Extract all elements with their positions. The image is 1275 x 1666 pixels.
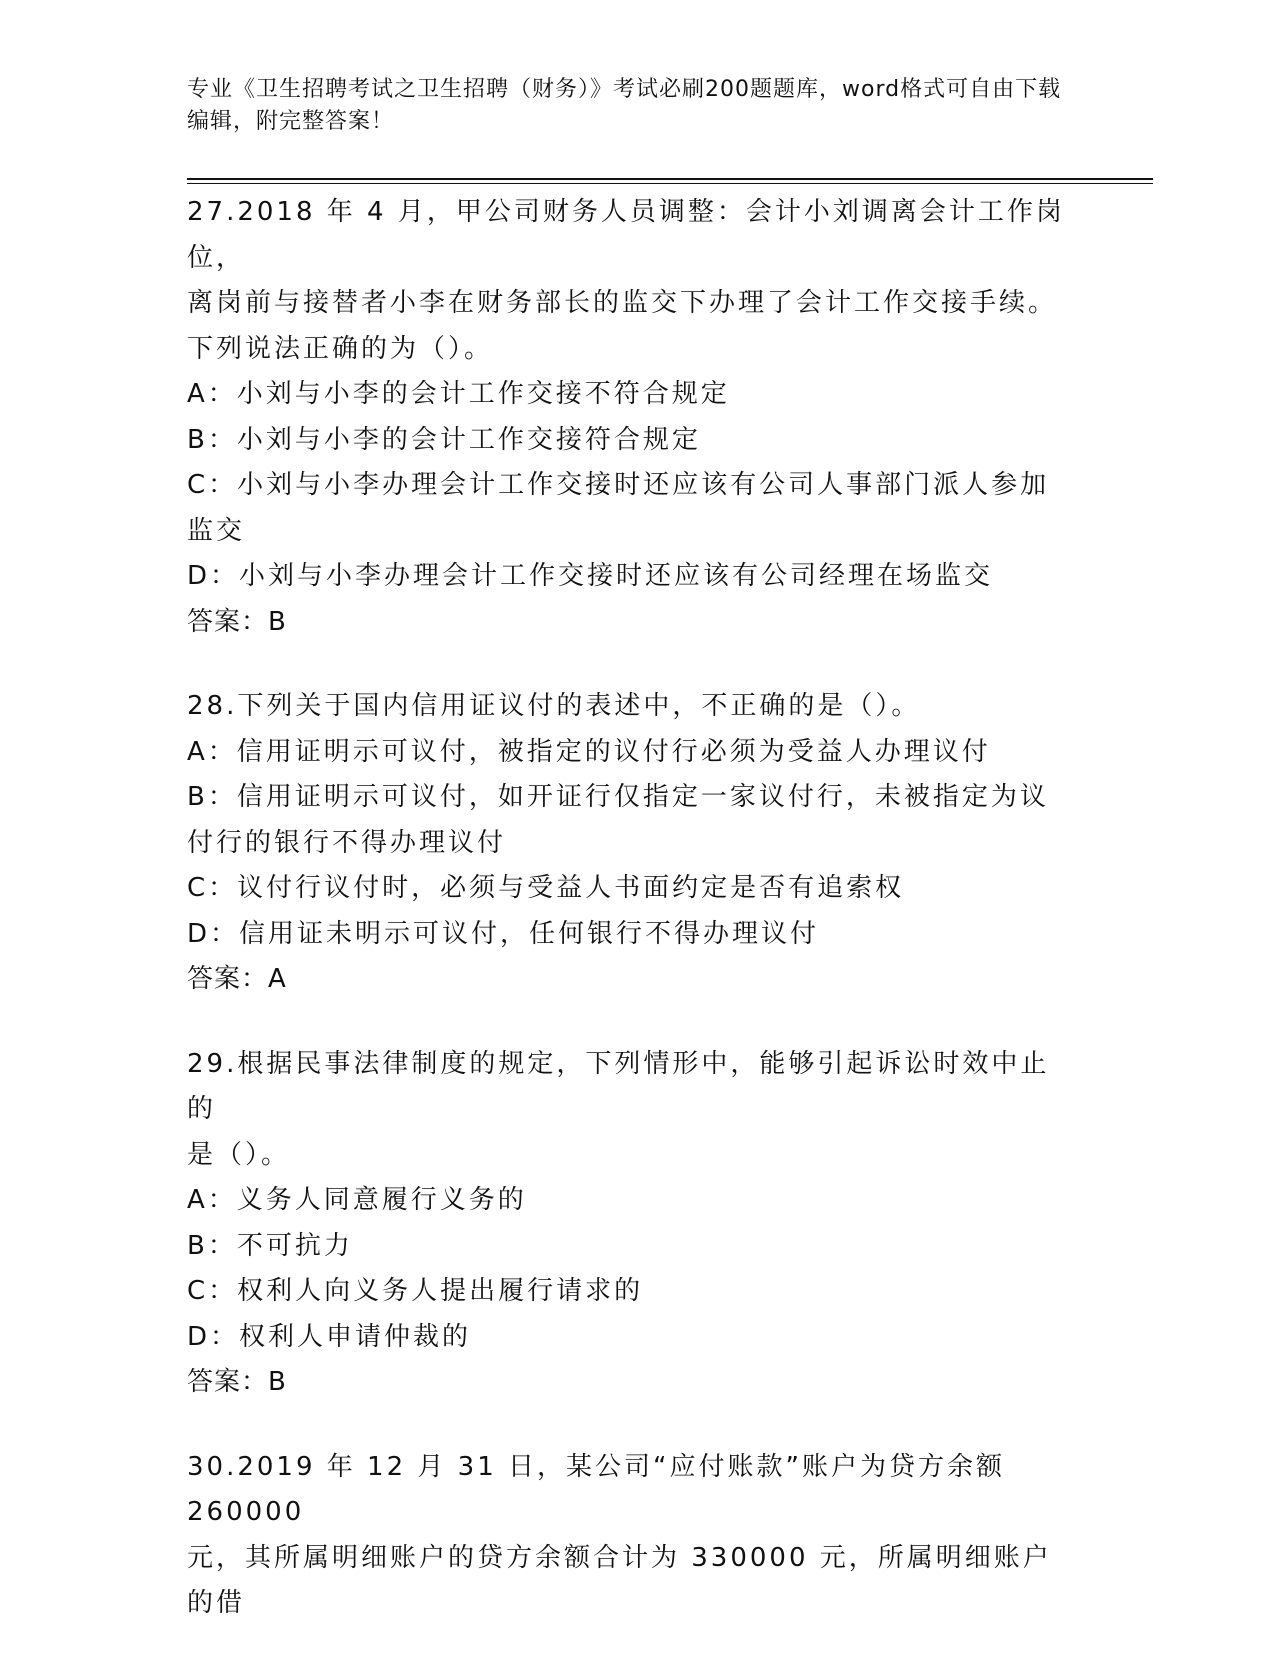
question-28 xyxy=(187,684,1077,1003)
option-a: A：小刘与小李的会计工作交接不符合规定 xyxy=(187,379,730,409)
question-stem-line: 是（）。 xyxy=(187,1139,291,1170)
question-stem-line: 30.2019 年 12 月 31 日，某公司“应付账款”账户为贷方余额 260000 xyxy=(187,1451,1017,1527)
option-d: D：权利人申请仲裁的 xyxy=(187,1321,472,1352)
option-a: A：信用证明示可议付，被指定的议付行必须为受益人办理议付 xyxy=(187,736,991,767)
option-b: B：小刘与小李的会计工作交接符合规定 xyxy=(187,424,701,455)
question-stem-line: 27.2018 年 4 月，甲公司财务人员调整：会计小刘调离会计工作岗位， xyxy=(187,197,1065,273)
question-list xyxy=(187,190,1077,1666)
option-d: D：小刘与小李办理会计工作交接时还应该有公司经理在场监交 xyxy=(187,561,994,591)
header-divider-thin xyxy=(187,183,1153,184)
option-a: A：义务人同意履行义务的 xyxy=(187,1185,527,1215)
question-stem-line: 离岗前与接替者小李在财务部长的监交下办理了会计工作交接手续。 xyxy=(187,288,1058,318)
answer: 答案：B xyxy=(187,1367,287,1397)
option-c: C：议付行议付时，必须与受益人书面约定是否有追索权 xyxy=(187,873,905,903)
option-b: B：信用证明示可议付，如开证行仅指定一家议付行，未被指定为议付行的银行不得办理议付 xyxy=(187,782,1049,858)
option-c: C：权利人向义务人提出履行请求的 xyxy=(187,1276,644,1306)
question-27 xyxy=(187,190,1077,645)
option-c: C：小刘与小李办理会计工作交接时还应该有公司人事部门派人参加监交 xyxy=(187,470,1050,546)
question-30 xyxy=(187,1445,1077,1627)
header-divider-thick xyxy=(187,178,1153,180)
answer: 答案：B xyxy=(187,606,287,637)
answer: 答案：A xyxy=(187,964,287,994)
question-stem-line: 29.根据民事法律制度的规定，下列情形中，能够引起诉讼时效中止的 xyxy=(187,1048,1050,1124)
question-stem-line: 元，其所属明细账户的贷方余额合计为 330000 元，所属明细账户的借 xyxy=(187,1542,1052,1618)
option-d: D：信用证未明示可议付，任何银行不得办理议付 xyxy=(187,918,820,949)
document-header: 专业《卫生招聘考试之卫生招聘（财务）》考试必刷200题题库，word格式可自由下载编辑，附完整答案！ xyxy=(187,77,1062,134)
option-b: B：不可抗力 xyxy=(187,1230,353,1261)
question-stem-line: 下列说法正确的为（）。 xyxy=(187,333,494,364)
question-stem-line: 28.下列关于国内信用证议付的表述中，不正确的是（）。 xyxy=(187,691,921,721)
question-29 xyxy=(187,1042,1077,1406)
